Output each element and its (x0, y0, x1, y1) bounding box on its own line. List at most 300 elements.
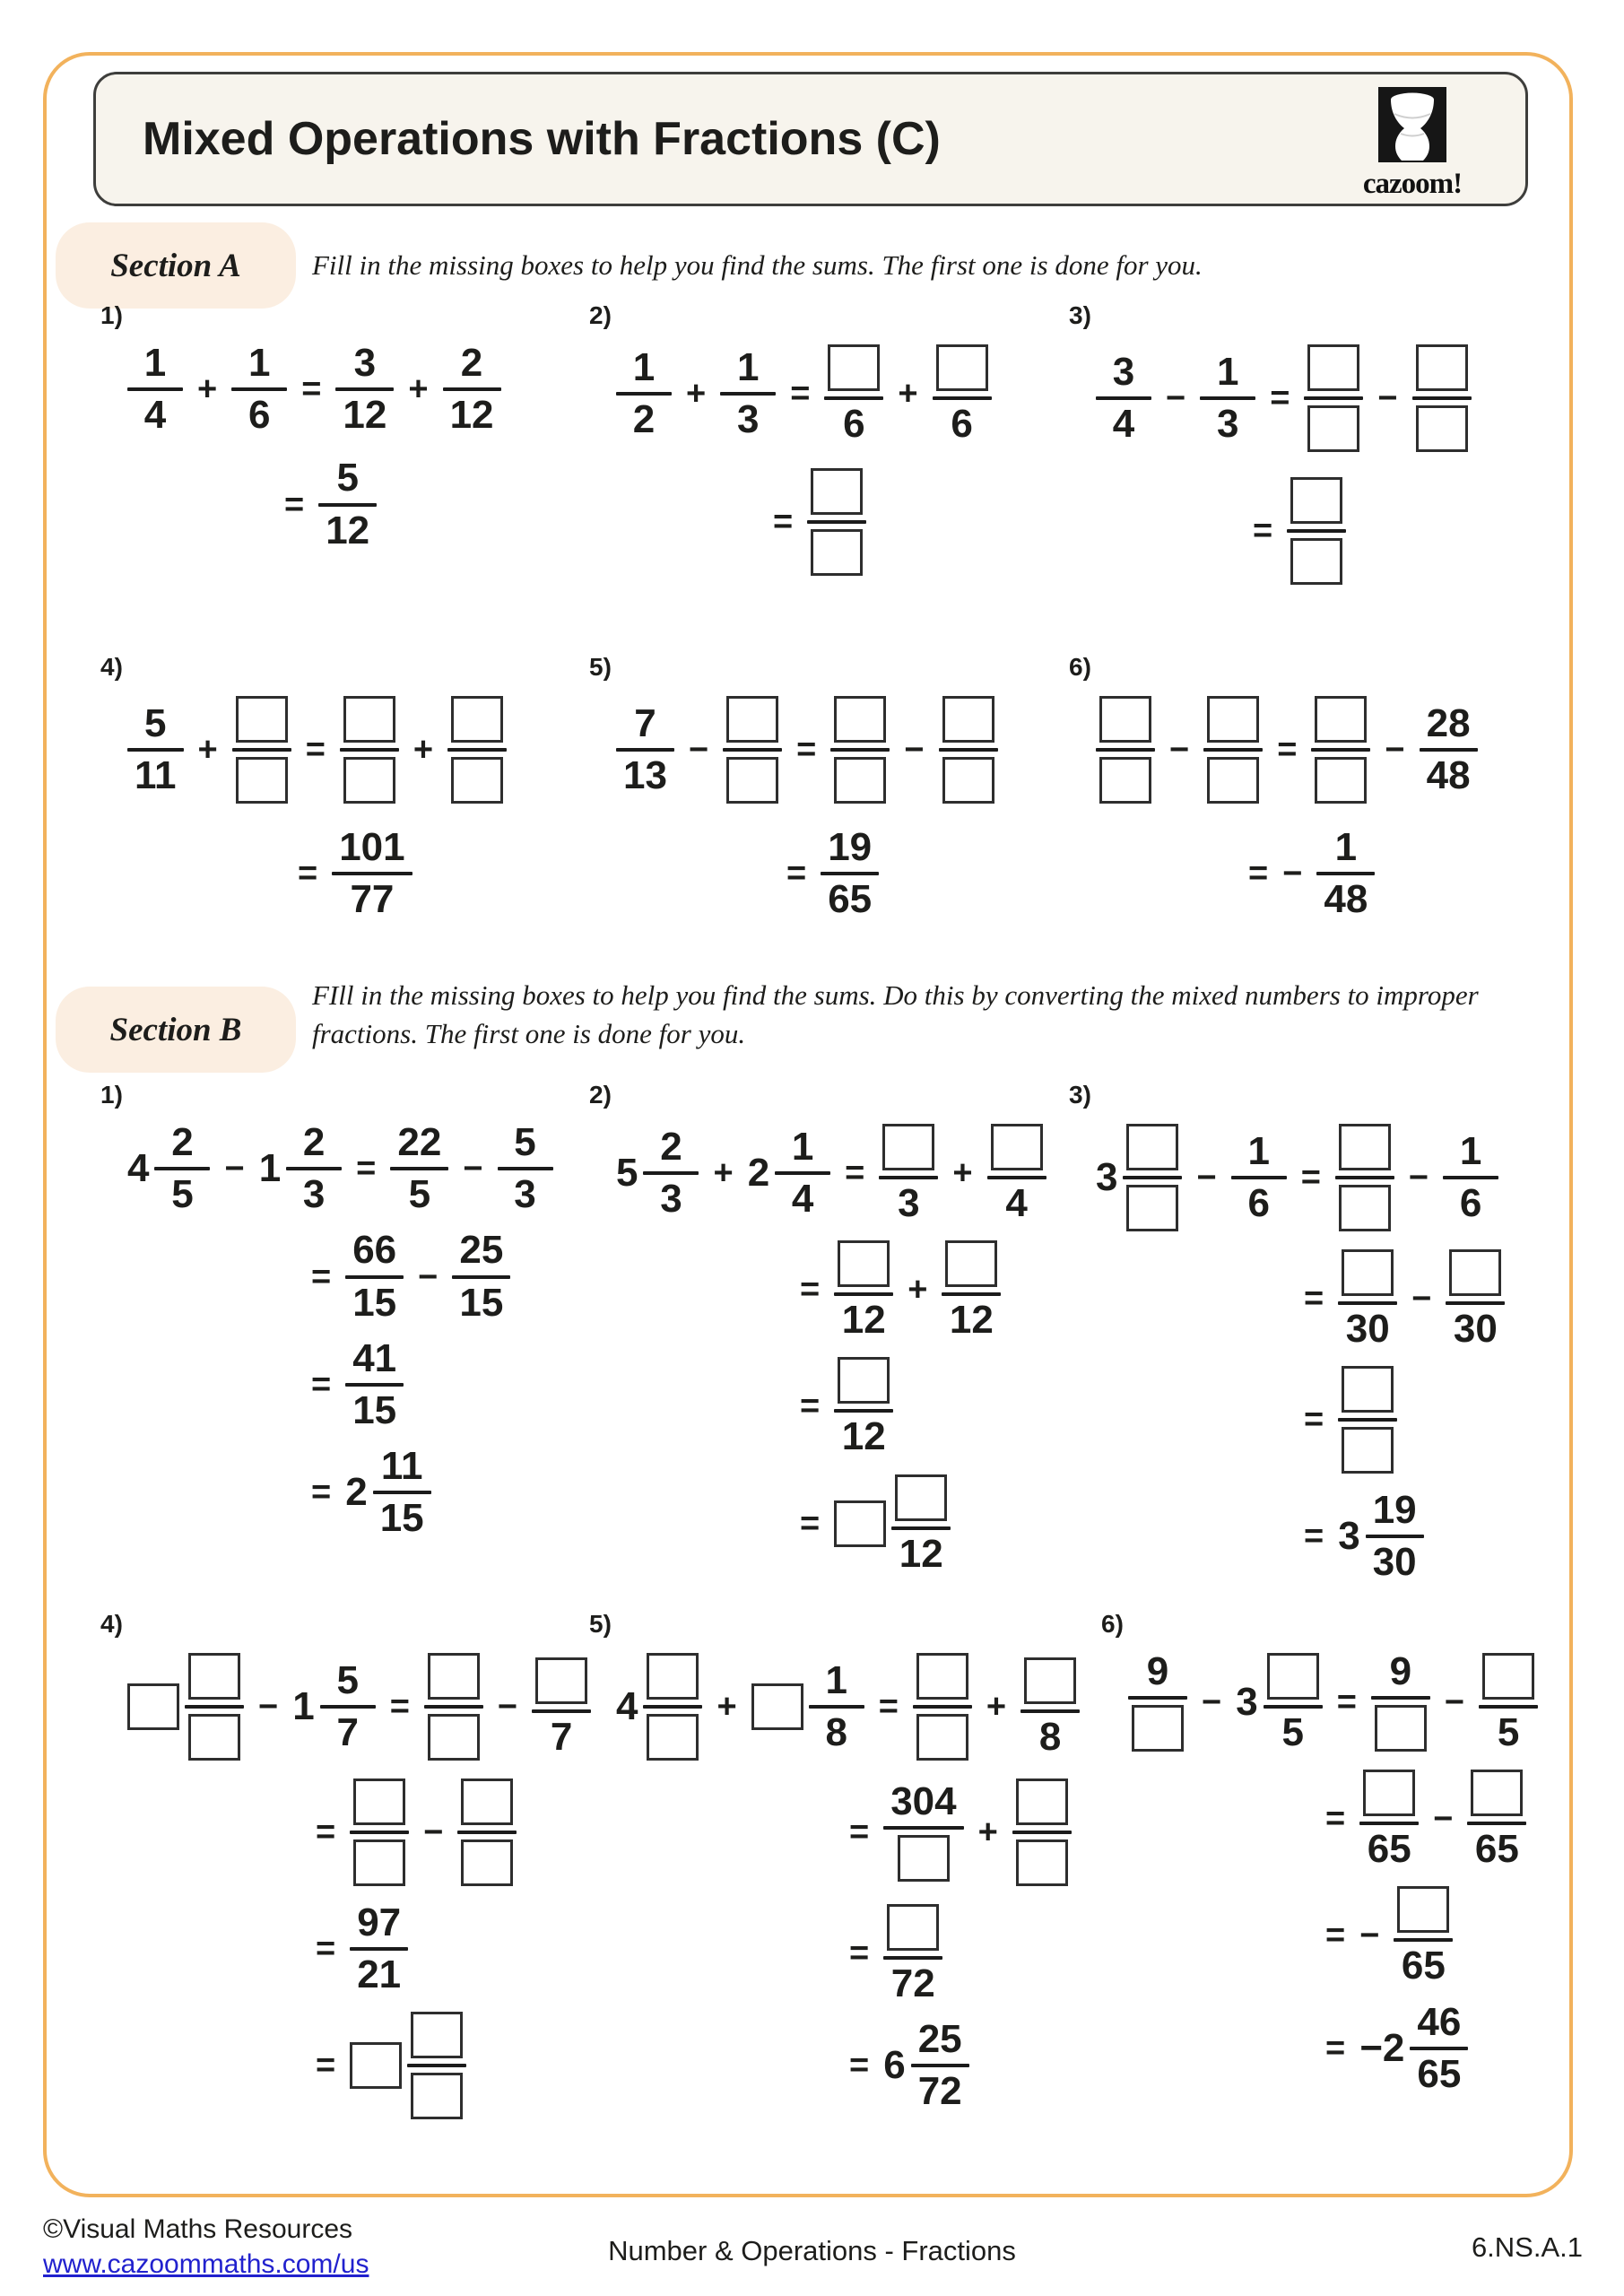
whole-number: 4 (616, 1684, 638, 1728)
fraction-bar (834, 1292, 893, 1296)
fraction (1446, 1248, 1505, 1350)
problem (1101, 1610, 1538, 2095)
answer-box (428, 1714, 480, 1761)
problem-number: 5) (589, 653, 612, 681)
equals-sign: = (389, 1688, 410, 1726)
fraction-numerator: 1 (1247, 1128, 1270, 1173)
fraction (616, 344, 672, 442)
fraction (1359, 1768, 1419, 1870)
answer-box (1339, 1124, 1391, 1170)
fraction-bar (332, 872, 412, 875)
answer-box (188, 1653, 240, 1700)
page-title: Mixed Operations with Fractions (C) (143, 113, 941, 165)
fraction-bar (1371, 1696, 1430, 1700)
problem (589, 653, 998, 920)
equals-sign: = (1270, 379, 1290, 417)
minus-operator: − (904, 731, 925, 769)
fraction-bar (498, 1167, 553, 1170)
fraction-bar (1366, 1535, 1424, 1538)
fraction-bar (913, 1705, 972, 1709)
fraction-bar (407, 2064, 466, 2067)
fraction-bar (1316, 872, 1375, 875)
equation-line (298, 827, 507, 920)
fraction-bar (807, 520, 866, 524)
fraction-numerator: 3 (1112, 349, 1135, 394)
equation-line (311, 1446, 553, 1539)
fraction-denominator: 13 (623, 753, 667, 797)
whole-number: 2 (747, 1151, 770, 1196)
equation-line (800, 1355, 1046, 1457)
answer-box (1307, 344, 1359, 391)
fraction-bar (879, 1176, 938, 1179)
fraction-bar (231, 387, 287, 391)
fraction (1316, 827, 1375, 920)
equals-sign: = (773, 503, 794, 542)
fraction-bar (1420, 748, 1478, 752)
fraction-denominator: 6 (951, 402, 973, 446)
minus-operator: − (1411, 1280, 1432, 1318)
minus-operator: − (1196, 1159, 1217, 1196)
plus-operator: + (977, 1813, 998, 1851)
fraction (1231, 1128, 1287, 1225)
equals-sign: = (1300, 1159, 1321, 1196)
problem-number: 6) (1101, 1610, 1124, 1638)
equals-sign: = (849, 2047, 870, 2085)
fraction-bar (1096, 748, 1155, 752)
fraction-denominator: 4 (143, 393, 167, 438)
problem (1069, 1081, 1505, 1584)
fraction-numerator: 1 (248, 341, 271, 385)
equation-line (616, 1651, 1080, 1762)
fraction-denominator: 5 (1497, 1710, 1520, 1754)
fraction (532, 1656, 591, 1758)
fraction (1012, 1777, 1072, 1888)
fraction (1420, 700, 1478, 797)
fraction-bar (1443, 1176, 1498, 1179)
fraction-denominator: 72 (890, 1961, 935, 2005)
fraction (318, 457, 377, 551)
answer-box (887, 1904, 939, 1951)
minus-operator: − (423, 1813, 444, 1851)
problem-number: 1) (100, 301, 123, 329)
fraction (1304, 343, 1363, 454)
answer-box (838, 1357, 890, 1404)
fraction (1200, 349, 1255, 446)
fraction-denominator: 3 (736, 397, 760, 442)
fraction-denominator: 15 (459, 1280, 504, 1325)
whole-number: 2 (345, 1470, 368, 1515)
answer-box (1397, 1886, 1449, 1933)
fraction-bar (1412, 396, 1472, 400)
fraction-numerator: 1 (1459, 1128, 1482, 1173)
equals-sign: = (786, 855, 807, 893)
fraction (1096, 694, 1155, 805)
equation-line (1096, 694, 1478, 805)
fraction-numerator: 5 (336, 456, 359, 500)
fraction-bar (286, 1167, 342, 1170)
minus-operator: − (1444, 1683, 1465, 1722)
fraction-denominator: 65 (1401, 1944, 1446, 1988)
answer-box (343, 696, 395, 743)
answer-box (1207, 696, 1259, 743)
fraction (807, 466, 866, 578)
answer-box (1315, 757, 1367, 804)
fraction-denominator: 65 (1367, 1827, 1411, 1872)
answer-box (811, 529, 863, 576)
plus-operator: + (952, 1154, 973, 1193)
fraction-bar (532, 1709, 591, 1713)
fraction-denominator: 65 (1474, 1827, 1519, 1872)
fraction-bar (1479, 1705, 1538, 1709)
answer-box (1016, 1839, 1068, 1886)
fraction-denominator: 5 (1281, 1710, 1304, 1754)
answer-box (942, 696, 994, 743)
fraction-numerator: 2 (302, 1120, 326, 1164)
fraction-bar (1123, 1176, 1182, 1179)
fraction-bar (643, 1705, 702, 1709)
answer-box (1482, 1653, 1534, 1700)
fraction-numerator: 101 (339, 825, 405, 869)
fraction (1311, 694, 1370, 805)
equation-line (1248, 827, 1478, 920)
equation-line (127, 1651, 591, 1762)
cazoommaths-link[interactable]: www.cazoommaths.com/us (43, 2249, 369, 2279)
fraction-bar (390, 1167, 448, 1170)
minus-operator: − (1385, 731, 1405, 769)
equation-line (1304, 1248, 1505, 1350)
fraction-numerator: 97 (357, 1900, 402, 1944)
fraction-denominator: 65 (1417, 2051, 1462, 2096)
fraction-denominator: 3 (660, 1177, 682, 1222)
equation-line (1253, 475, 1472, 587)
equals-sign: = (849, 1813, 870, 1851)
fraction (616, 700, 674, 797)
title-box (93, 72, 1528, 206)
fraction (1394, 1884, 1453, 1987)
equals-sign: = (1253, 512, 1273, 550)
fraction (911, 2019, 969, 2112)
whole-number: 1 (258, 1146, 282, 1191)
fraction (154, 1122, 210, 1215)
fraction (350, 1902, 408, 1996)
answer-box (945, 1240, 997, 1287)
equation-line (1325, 1768, 1538, 1870)
minus-operator: − (1408, 1159, 1429, 1196)
fraction-denominator: 48 (1426, 753, 1471, 797)
answer-box (834, 1500, 886, 1547)
equals-sign: = (311, 1257, 332, 1296)
answer-box (1375, 1705, 1427, 1752)
fraction-denominator: 30 (1372, 1540, 1417, 1585)
fraction (987, 1122, 1046, 1224)
fraction-numerator: 2 (460, 341, 483, 385)
fraction (913, 1651, 972, 1762)
fraction-numerator: 9 (1389, 1649, 1412, 1693)
fraction-denominator: 6 (248, 393, 271, 438)
fraction-bar (232, 748, 291, 752)
fraction-denominator: 21 (357, 1952, 402, 1997)
equals-sign: = (1304, 1280, 1324, 1318)
fraction (643, 1651, 702, 1762)
minus-operator: − (258, 1688, 279, 1726)
fraction (407, 2010, 466, 2121)
fraction-numerator: 1 (1334, 825, 1358, 869)
fraction-bar (775, 1171, 830, 1175)
equation-line (616, 694, 998, 805)
fraction-numerator: 1 (143, 341, 167, 385)
fraction-denominator: 8 (1038, 1714, 1062, 1759)
fraction-denominator: 12 (841, 1298, 886, 1343)
plus-operator: + (716, 1688, 737, 1726)
fraction-numerator: 19 (1372, 1488, 1417, 1533)
answer-box (647, 1653, 699, 1700)
fraction (1443, 1128, 1498, 1225)
fraction-numerator: 1 (825, 1657, 847, 1702)
answer-box (828, 344, 880, 391)
equation-line (616, 1122, 1046, 1224)
problem-number: 4) (100, 653, 123, 681)
equals-sign: = (311, 1474, 332, 1512)
fraction (720, 344, 776, 442)
fraction-denominator: 12 (449, 393, 494, 438)
fraction (390, 1122, 448, 1215)
fraction-denominator: 2 (632, 397, 656, 442)
fraction-denominator: 30 (1345, 1307, 1390, 1351)
minus-operator: − (1359, 1917, 1380, 1955)
fraction (643, 1126, 699, 1220)
fraction (883, 1781, 963, 1883)
fraction-bar (447, 748, 507, 752)
fraction-numerator: 2 (171, 1120, 194, 1164)
equals-sign: = (316, 2047, 336, 2085)
equation-line (800, 1239, 1046, 1341)
equation-line (316, 1902, 591, 1996)
equation-line (616, 343, 992, 445)
minus-operator: − (1282, 855, 1303, 893)
plus-operator: + (413, 731, 434, 769)
fraction-bar (345, 1383, 404, 1387)
equals-sign: = (800, 1271, 821, 1309)
minus-operator: − (497, 1688, 518, 1726)
fraction-denominator: 48 (1324, 877, 1368, 922)
fraction-denominator: 30 (1453, 1307, 1498, 1351)
copyright-text: ©Visual Maths Resources (43, 2214, 353, 2244)
minus-operator: − (688, 731, 709, 769)
problem-number: 2) (589, 301, 612, 329)
equation-line (127, 1122, 553, 1215)
fraction-bar (891, 1526, 951, 1530)
plus-operator: + (898, 375, 918, 413)
answer-box (1342, 1366, 1394, 1413)
answer-box (127, 1683, 179, 1730)
answer-box (535, 1657, 587, 1704)
equals-sign: = (849, 1935, 870, 1973)
equation-line (1325, 1884, 1538, 1987)
fraction-numerator: 25 (917, 2017, 962, 2062)
fraction-numerator: 1 (736, 344, 760, 389)
fraction-denominator: 77 (350, 877, 395, 922)
fraction-denominator: 4 (791, 1177, 814, 1222)
equals-sign: = (1336, 1683, 1357, 1722)
fraction-bar (1410, 2047, 1468, 2050)
fraction-denominator: 3 (302, 1172, 326, 1217)
answer-box (1471, 1770, 1523, 1816)
fraction (1467, 1768, 1526, 1870)
equals-sign: = (796, 731, 817, 769)
answer-box (1339, 1185, 1391, 1231)
section-b-pill (56, 987, 296, 1073)
plus-operator: + (197, 370, 218, 409)
fraction (231, 343, 287, 436)
answer-box (751, 1683, 803, 1730)
fraction (1287, 475, 1346, 587)
fraction (933, 343, 992, 445)
whole-number: 3 (1236, 1680, 1258, 1725)
fraction-denominator: 6 (843, 402, 865, 446)
fraction-numerator: 28 (1426, 700, 1471, 745)
whole-number: 5 (616, 1151, 638, 1196)
answer-box (1016, 1779, 1068, 1825)
fraction-bar (318, 503, 377, 507)
problem (589, 1610, 1080, 2113)
answer-box (882, 1124, 934, 1170)
fraction (775, 1126, 830, 1220)
fraction (457, 1777, 517, 1888)
fraction-bar (185, 1705, 244, 1709)
fraction-numerator: 1 (791, 1124, 814, 1169)
fraction-denominator: 7 (336, 1710, 359, 1754)
minus-operator: − (463, 1150, 483, 1188)
equation-line (311, 1230, 553, 1323)
fraction (1020, 1656, 1080, 1758)
equation-line (311, 1335, 553, 1432)
equation-line (849, 1902, 1080, 2005)
fraction (1479, 1651, 1538, 1753)
fraction (1335, 1122, 1394, 1233)
equals-sign: = (305, 731, 326, 769)
answer-box (1307, 405, 1359, 452)
answer-box (834, 757, 886, 804)
answer-box (451, 696, 503, 743)
answer-box (451, 757, 503, 804)
fraction (320, 1657, 376, 1754)
equation-line (127, 694, 507, 805)
whole-number: 4 (127, 1146, 150, 1191)
answer-box (936, 344, 988, 391)
fraction-bar (127, 387, 183, 391)
equals-sign: = (316, 1813, 336, 1851)
fraction (1410, 1999, 1468, 2096)
fraction-bar (616, 392, 672, 396)
fraction (1128, 1651, 1187, 1753)
plus-operator: + (713, 1154, 734, 1193)
problem (1069, 301, 1472, 587)
fraction-bar (1200, 396, 1255, 400)
equation-line (1096, 343, 1472, 454)
minus-operator: − (418, 1257, 439, 1296)
fraction (498, 1122, 553, 1215)
fraction-denominator: 12 (326, 508, 370, 552)
plus-operator: + (986, 1688, 1007, 1726)
fraction (345, 1335, 404, 1432)
fraction-bar (1335, 1176, 1394, 1179)
fraction-denominator: 3 (1216, 402, 1239, 446)
minus-operator: − (1202, 1683, 1222, 1722)
fraction-bar (1446, 1301, 1505, 1305)
fraction-denominator: 4 (1112, 402, 1135, 446)
fraction-bar (643, 1171, 699, 1175)
fraction-numerator: 22 (397, 1120, 442, 1164)
equals-sign: = (1325, 2029, 1346, 2067)
whole-number: −2 (1359, 2025, 1405, 2070)
fraction-bar (1012, 1831, 1072, 1834)
problem-number: 3) (1069, 1081, 1091, 1109)
equals-sign: = (1248, 855, 1269, 893)
fraction (350, 1777, 409, 1888)
answer-box (838, 1240, 890, 1287)
fraction (1096, 349, 1151, 446)
answer-box (461, 1839, 513, 1886)
problem (589, 301, 992, 578)
equals-sign: = (1325, 1917, 1346, 1955)
fraction-bar (373, 1491, 431, 1494)
fraction-bar (340, 748, 399, 752)
fraction (335, 343, 394, 436)
fraction-numerator: 11 (380, 1444, 423, 1489)
fraction (185, 1651, 244, 1762)
fraction-numerator: 66 (352, 1228, 397, 1273)
fraction-bar (1394, 1938, 1453, 1942)
answer-box (726, 757, 778, 804)
fraction-bar (1359, 1822, 1419, 1825)
fraction-bar (1264, 1705, 1323, 1709)
equation-line (800, 1473, 1046, 1575)
fraction-bar (350, 1947, 408, 1951)
section-b-label: Section B (109, 1011, 242, 1048)
fraction-denominator: 4 (1005, 1181, 1028, 1225)
answer-box (1207, 757, 1259, 804)
fraction-bar (457, 1831, 517, 1834)
equation-line (1128, 1651, 1538, 1753)
fraction (1366, 1490, 1424, 1583)
problem (100, 653, 507, 920)
equation-line (127, 343, 501, 436)
fraction-bar (424, 1705, 483, 1709)
plus-operator: + (408, 370, 429, 409)
fraction-denominator: 12 (343, 393, 387, 438)
fraction-bar (809, 1705, 864, 1709)
answer-box (428, 1653, 480, 1700)
problem (100, 1081, 553, 1540)
problem (100, 1610, 591, 2121)
fraction (127, 343, 183, 436)
fraction-denominator: 6 (1247, 1181, 1270, 1225)
fraction-denominator: 15 (379, 1496, 424, 1541)
fraction-bar (127, 748, 184, 752)
answer-box (411, 2012, 463, 2058)
answer-box (1449, 1249, 1501, 1296)
fraction (824, 343, 883, 445)
djembe-drum-icon (1378, 87, 1446, 167)
equation-line (1325, 1999, 1538, 2096)
answer-box (1290, 538, 1342, 585)
answer-box (236, 757, 288, 804)
fraction-bar (154, 1167, 210, 1170)
answer-box (236, 696, 288, 743)
answer-box (343, 757, 395, 804)
answer-box (811, 468, 863, 515)
fraction (939, 694, 998, 805)
